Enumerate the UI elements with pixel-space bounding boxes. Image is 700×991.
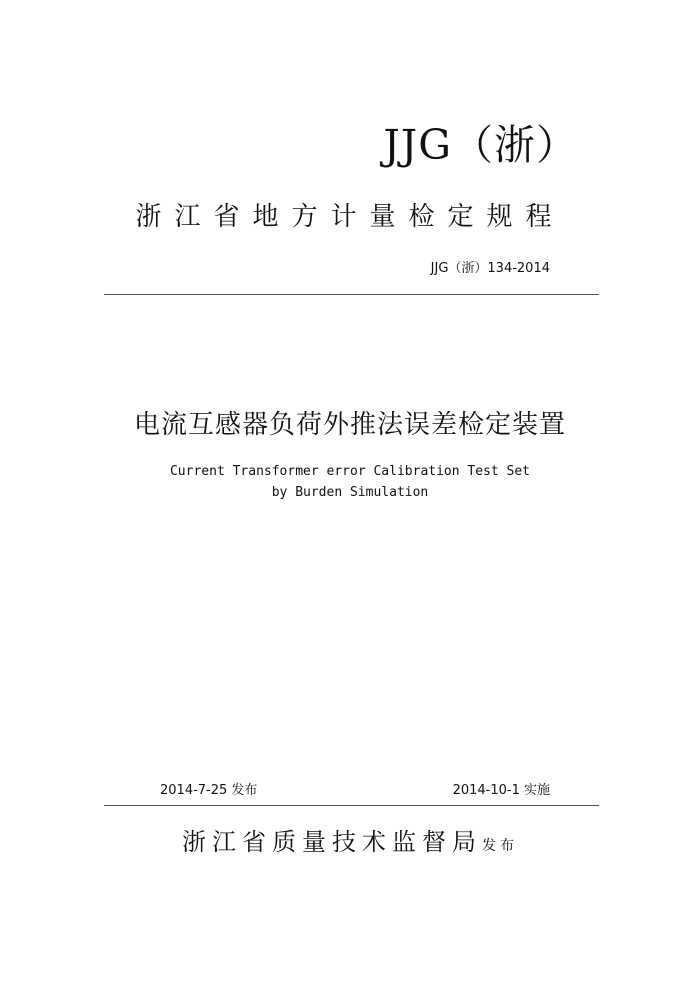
top-divider	[104, 294, 599, 295]
bottom-divider	[104, 805, 599, 806]
issue-date: 2014-7-25 发布	[160, 783, 258, 798]
organization-title: 浙江省地方计量检定规程	[135, 202, 565, 232]
document-title-cn: 电流互感器负荷外推法误差检定装置	[133, 410, 566, 440]
effective-date: 2014-10-1 实施	[452, 783, 550, 798]
document-number: JJG（浙）134-2014	[430, 261, 550, 276]
publisher-suffix: 发布	[482, 838, 518, 854]
doc-code-header: JJG（浙）	[383, 121, 578, 169]
title-en-line-2: by Burden Simulation	[271, 485, 429, 500]
publisher-block	[182, 822, 518, 857]
publisher-name: 浙江省质量技术监督局	[182, 828, 482, 856]
title-en-line-1: Current Transformer error Calibration Test Set	[169, 464, 531, 479]
document-title-en	[0, 461, 700, 503]
